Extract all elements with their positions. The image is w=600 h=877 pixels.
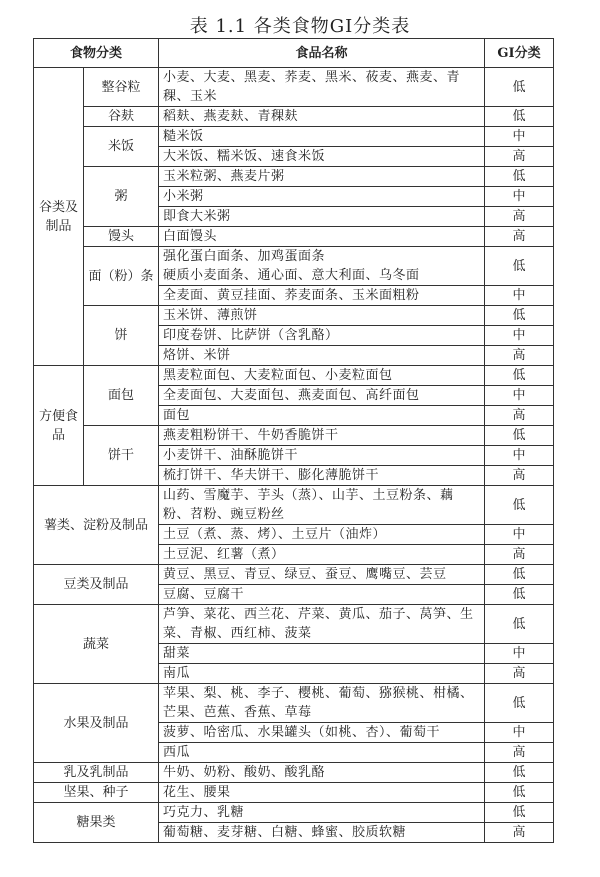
gi-cell: 低 bbox=[485, 763, 554, 783]
food-cell: 糙米饭 bbox=[159, 127, 485, 147]
gi-cell: 低 bbox=[485, 803, 554, 823]
gi-cell: 中 bbox=[485, 446, 554, 466]
category-cell: 水果及制品 bbox=[34, 684, 159, 763]
food-cell: 黑麦粒面包、大麦粒面包、小麦粒面包 bbox=[159, 366, 485, 386]
food-cell: 巧克力、乳糖 bbox=[159, 803, 485, 823]
food-cell: 山药、雪魔芋、芋头（蒸）、山芋、土豆粉条、藕粉、苕粉、豌豆粉丝 bbox=[159, 486, 485, 525]
subcategory-cell: 粥 bbox=[84, 167, 159, 227]
gi-cell: 中 bbox=[485, 326, 554, 346]
food-cell: 芦笋、菜花、西兰花、芹菜、黄瓜、茄子、莴笋、生菜、青椒、西红柿、菠菜 bbox=[159, 605, 485, 644]
food-cell: 玉米饼、薄煎饼 bbox=[159, 306, 485, 326]
category-cell: 薯类、淀粉及制品 bbox=[34, 486, 159, 565]
table-row bbox=[34, 247, 554, 286]
gi-cell: 低 bbox=[485, 605, 554, 644]
subcategory-cell: 米饭 bbox=[84, 127, 159, 167]
subcategory-cell: 饼 bbox=[84, 306, 159, 366]
table-row bbox=[34, 306, 554, 326]
gi-cell: 高 bbox=[485, 346, 554, 366]
gi-cell: 高 bbox=[485, 466, 554, 486]
header-food-name: 食品名称 bbox=[159, 39, 485, 68]
food-cell: 土豆泥、红薯（煮） bbox=[159, 545, 485, 565]
table-row bbox=[34, 684, 554, 723]
gi-cell: 高 bbox=[485, 147, 554, 167]
gi-cell: 低 bbox=[485, 585, 554, 605]
table-header-row bbox=[34, 39, 554, 68]
food-cell: 即食大米粥 bbox=[159, 207, 485, 227]
food-cell: 小麦、大麦、黑麦、荞麦、黑米、莜麦、燕麦、青稞、玉米 bbox=[159, 68, 485, 107]
gi-cell: 低 bbox=[485, 306, 554, 326]
category-cell: 坚果、种子 bbox=[34, 783, 159, 803]
gi-cell: 低 bbox=[485, 107, 554, 127]
food-line: 硬质小麦面条、通心面、意大利面、乌冬面 bbox=[163, 268, 420, 283]
category-cell: 谷类及制品 bbox=[34, 68, 84, 366]
gi-classification-table bbox=[33, 38, 554, 843]
food-cell: 印度卷饼、比萨饼（含乳酪） bbox=[159, 326, 485, 346]
gi-cell: 低 bbox=[485, 783, 554, 803]
subcategory-cell: 馒头 bbox=[84, 227, 159, 247]
food-cell: 苹果、梨、桃、李子、樱桃、葡萄、猕猴桃、柑橘、芒果、芭蕉、香蕉、草莓 bbox=[159, 684, 485, 723]
food-line: 强化蛋白面条、加鸡蛋面条 bbox=[163, 249, 326, 264]
category-cell: 乳及乳制品 bbox=[34, 763, 159, 783]
gi-cell: 低 bbox=[485, 565, 554, 585]
food-cell: 玉米粒粥、燕麦片粥 bbox=[159, 167, 485, 187]
subcategory-cell: 面（粉）条 bbox=[84, 247, 159, 306]
food-cell: 菠萝、哈密瓜、水果罐头（如桃、杏）、葡萄干 bbox=[159, 723, 485, 743]
gi-cell: 中 bbox=[485, 187, 554, 207]
food-cell: 甜菜 bbox=[159, 644, 485, 664]
table-row bbox=[34, 426, 554, 446]
food-cell bbox=[159, 247, 485, 286]
gi-cell: 高 bbox=[485, 406, 554, 426]
food-cell: 烙饼、米饼 bbox=[159, 346, 485, 366]
table-row bbox=[34, 107, 554, 127]
gi-cell: 中 bbox=[485, 644, 554, 664]
food-cell: 燕麦粗粉饼干、牛奶香脆饼干 bbox=[159, 426, 485, 446]
table-row bbox=[34, 167, 554, 187]
food-cell: 花生、腰果 bbox=[159, 783, 485, 803]
food-cell: 全麦面、黄豆挂面、荞麦面条、玉米面粗粉 bbox=[159, 286, 485, 306]
food-cell: 牛奶、奶粉、酸奶、酸乳酪 bbox=[159, 763, 485, 783]
table-row bbox=[34, 803, 554, 823]
gi-cell: 高 bbox=[485, 823, 554, 843]
category-cell: 方便食品 bbox=[34, 366, 84, 486]
category-cell: 蔬菜 bbox=[34, 605, 159, 684]
category-cell: 豆类及制品 bbox=[34, 565, 159, 605]
header-gi: GI分类 bbox=[485, 39, 554, 68]
gi-cell: 低 bbox=[485, 684, 554, 723]
table-row bbox=[34, 127, 554, 147]
category-cell: 糖果类 bbox=[34, 803, 159, 843]
table-title: 表 1.1 各类食物GI分类表 bbox=[189, 16, 411, 37]
gi-cell: 低 bbox=[485, 247, 554, 286]
gi-cell: 低 bbox=[485, 426, 554, 446]
gi-cell: 高 bbox=[485, 743, 554, 763]
table-row bbox=[34, 227, 554, 247]
gi-cell: 高 bbox=[485, 664, 554, 684]
table-row bbox=[34, 763, 554, 783]
food-cell: 土豆（煮、蒸、烤）、土豆片（油炸） bbox=[159, 525, 485, 545]
food-cell: 南瓜 bbox=[159, 664, 485, 684]
food-cell: 稻麸、燕麦麸、青稞麸 bbox=[159, 107, 485, 127]
gi-cell: 低 bbox=[485, 486, 554, 525]
food-cell: 小麦饼干、油酥脆饼干 bbox=[159, 446, 485, 466]
food-cell: 全麦面包、大麦面包、燕麦面包、高纤面包 bbox=[159, 386, 485, 406]
subcategory-cell: 饼干 bbox=[84, 426, 159, 486]
food-cell: 梳打饼干、华夫饼干、膨化薄脆饼干 bbox=[159, 466, 485, 486]
gi-cell: 中 bbox=[485, 525, 554, 545]
table-row bbox=[34, 783, 554, 803]
gi-cell: 高 bbox=[485, 545, 554, 565]
gi-cell: 低 bbox=[485, 68, 554, 107]
table-row bbox=[34, 366, 554, 386]
subcategory-cell: 谷麸 bbox=[84, 107, 159, 127]
subcategory-cell: 整谷粒 bbox=[84, 68, 159, 107]
gi-cell: 中 bbox=[485, 723, 554, 743]
gi-cell: 低 bbox=[485, 366, 554, 386]
food-cell: 豆腐、豆腐干 bbox=[159, 585, 485, 605]
table-row bbox=[34, 68, 554, 107]
food-cell: 白面馒头 bbox=[159, 227, 485, 247]
table-row bbox=[34, 565, 554, 585]
gi-cell: 高 bbox=[485, 227, 554, 247]
gi-cell: 中 bbox=[485, 286, 554, 306]
gi-cell: 低 bbox=[485, 167, 554, 187]
subcategory-cell: 面包 bbox=[84, 366, 159, 426]
gi-cell: 中 bbox=[485, 386, 554, 406]
food-cell: 小米粥 bbox=[159, 187, 485, 207]
food-cell: 面包 bbox=[159, 406, 485, 426]
table-row bbox=[34, 605, 554, 644]
gi-cell: 高 bbox=[485, 207, 554, 227]
food-cell: 黄豆、黑豆、青豆、绿豆、蚕豆、鹰嘴豆、芸豆 bbox=[159, 565, 485, 585]
gi-cell: 中 bbox=[485, 127, 554, 147]
header-category: 食物分类 bbox=[34, 39, 159, 68]
food-cell: 西瓜 bbox=[159, 743, 485, 763]
food-cell: 葡萄糖、麦芽糖、白糖、蜂蜜、胶质软糖 bbox=[159, 823, 485, 843]
food-cell: 大米饭、糯米饭、速食米饭 bbox=[159, 147, 485, 167]
table-row bbox=[34, 486, 554, 525]
